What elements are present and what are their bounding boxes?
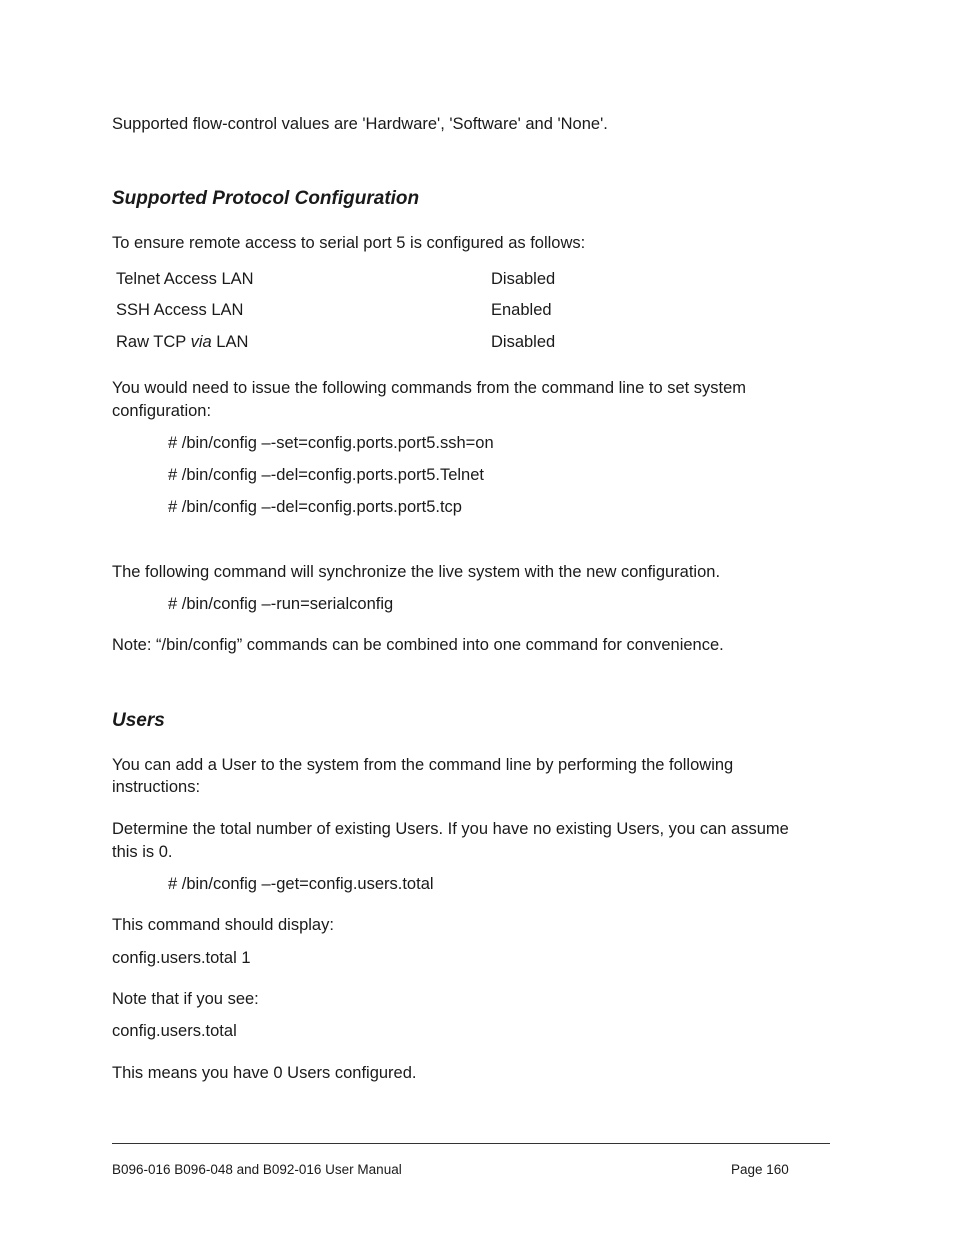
- commands-intro-line-2: configuration:: [112, 402, 212, 420]
- command-line: # /bin/config –-del=config.ports.port5.Telnet: [168, 466, 484, 484]
- meaning-paragraph: This means you have 0 Users configured.: [112, 1064, 417, 1082]
- commands-intro-line-1: You would need to issue the following commands from the command line to set system: [112, 379, 747, 397]
- setting-label: Raw TCP via LAN: [116, 333, 249, 351]
- see-output: config.users.total: [112, 1022, 237, 1040]
- determine-line-2: this is 0.: [112, 843, 173, 861]
- command-line: # /bin/config –-get=config.users.total: [168, 875, 434, 893]
- setting-label: Telnet Access LAN: [116, 270, 254, 288]
- command-line: # /bin/config –-del=config.ports.port5.tcp: [168, 498, 462, 516]
- users-intro-line-1: You can add a User to the system from the command line by performing the following: [112, 756, 734, 774]
- footer-page-number: Page 160: [731, 1162, 789, 1177]
- setting-value: Disabled: [491, 270, 556, 288]
- determine-line-1: Determine the total number of existing Users. If you have no existing Users, you can assume: [112, 820, 789, 838]
- sync-paragraph: The following command will synchronize the live system with the new configuration.: [112, 563, 721, 581]
- footer-manual-title: B096-016 B096-048 and B092-016 User Manual: [112, 1162, 402, 1177]
- see-label: Note that if you see:: [112, 990, 259, 1008]
- footer-divider: [112, 1143, 830, 1144]
- command-line: # /bin/config –-set=config.ports.port5.ssh=on: [168, 434, 494, 452]
- display-label: This command should display:: [112, 916, 334, 934]
- setting-value: Enabled: [491, 301, 552, 319]
- command-line: # /bin/config –-run=serialconfig: [168, 595, 394, 613]
- setting-value: Disabled: [491, 333, 556, 351]
- display-output: config.users.total 1: [112, 949, 251, 967]
- protocol-intro-paragraph: To ensure remote access to serial port 5 is configured as follows:: [112, 234, 586, 252]
- users-intro-line-2: instructions:: [112, 778, 201, 796]
- setting-label: SSH Access LAN: [116, 301, 244, 319]
- section-heading-protocol: Supported Protocol Configuration: [112, 188, 420, 209]
- flow-control-paragraph: Supported flow-control values are 'Hardware', 'Software' and 'None'.: [112, 115, 608, 133]
- section-heading-users: Users: [112, 710, 165, 731]
- note-paragraph: Note: “/bin/config” commands can be combined into one command for convenience.: [112, 636, 724, 654]
